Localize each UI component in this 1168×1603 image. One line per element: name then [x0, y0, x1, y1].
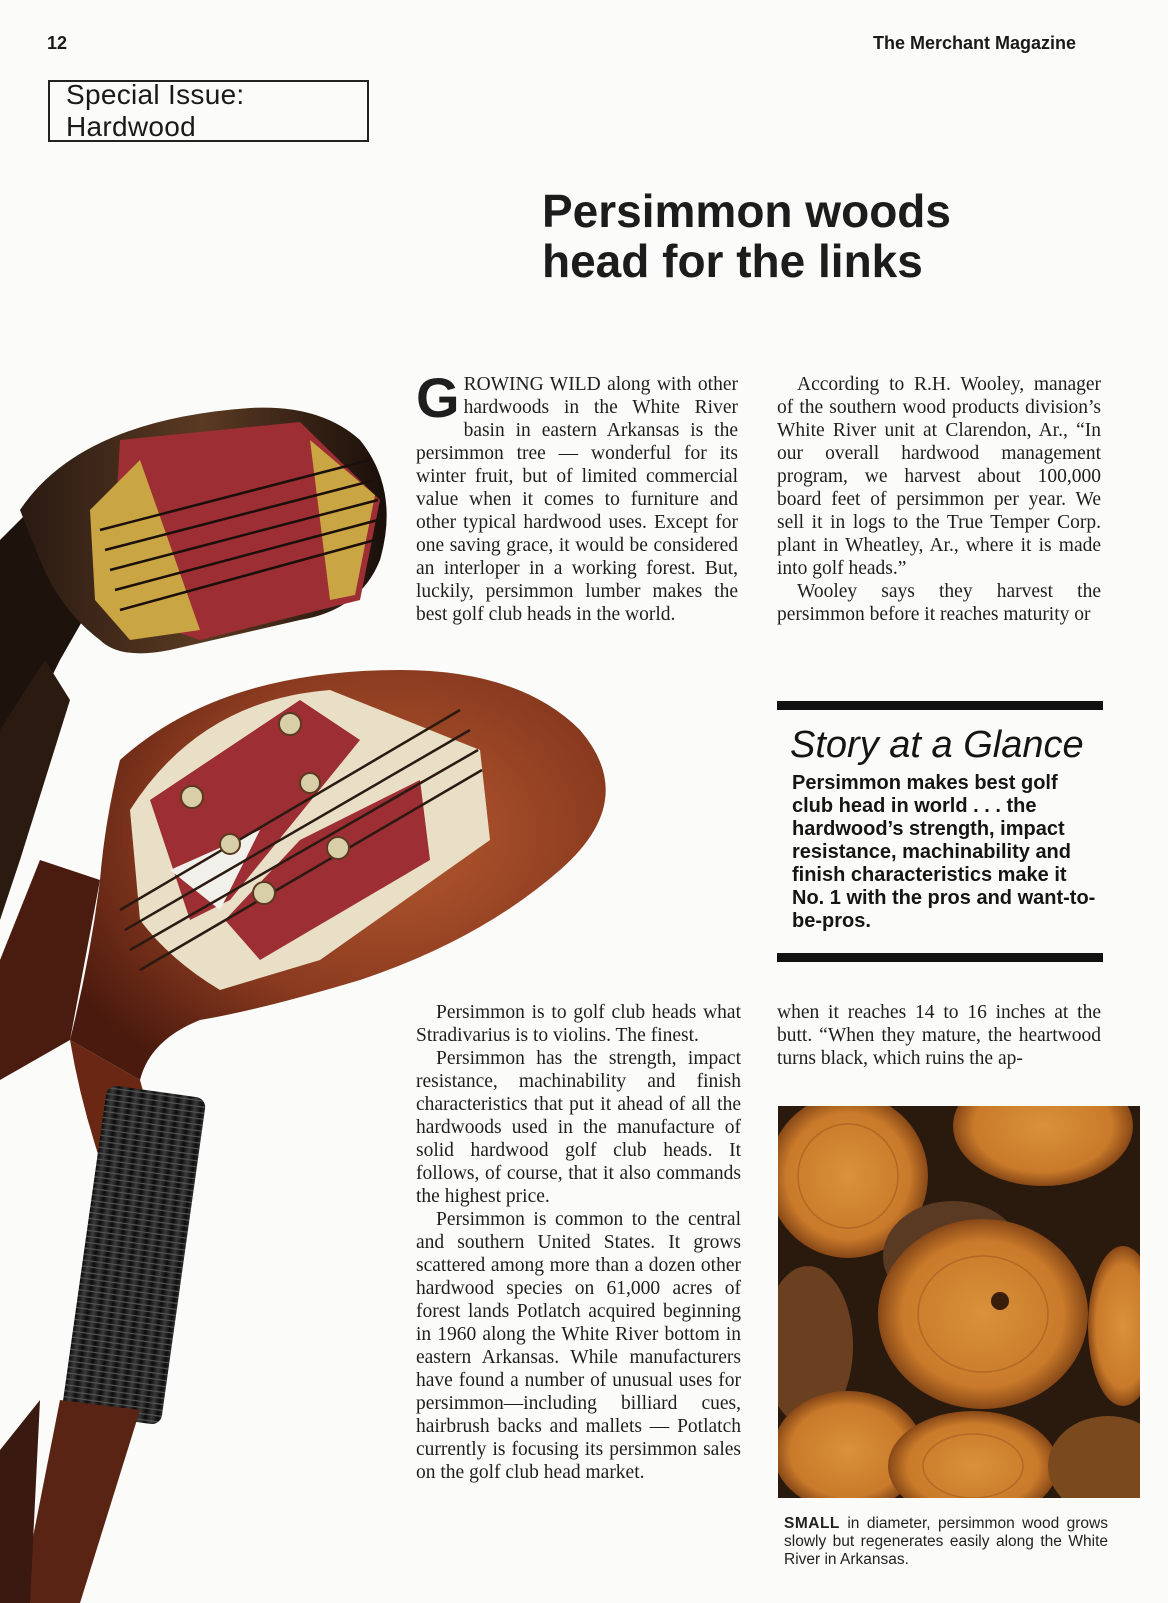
- paragraph: According to R.H. Wooley, manager of the southern wood products division’s White River unit at Clarendon, Ar., “In our overall hardwood management program, we harvest about 100,000 board feet of persimmon per year. We sell it in logs to the True Temper Corp. plant in Wheatley, Ar., where it is made into golf heads.”: [777, 374, 1101, 579]
- page-number: 12: [47, 33, 68, 53]
- paragraph: Wooley says they harvest the persimmon before it reaches maturity or: [777, 581, 1101, 625]
- paragraph-text: ROWING WILD along with other hardwoods in the White River basin in eastern Arkansas is the persimmon tree — wonderful for its winter fruit, but of limited commercial value when it comes to furniture and other typical hardwood uses. Except for one saving grace, it would be considered an interloper in a working forest. But, luckily, persimmon lumber makes the best golf club heads in the world.: [416, 374, 738, 625]
- headline-line-1: Persimmon woods: [542, 185, 951, 237]
- issue-label: Special Issue: Hardwood: [66, 79, 245, 142]
- article-column-1-top: [416, 366, 738, 626]
- paragraph: [416, 366, 738, 626]
- article-column-2-top: [777, 373, 1101, 626]
- magazine-name: The Merchant Magazine: [872, 33, 1076, 53]
- caption-lead: SMALL: [784, 1515, 840, 1532]
- headline-line-2: head for the links: [542, 235, 923, 287]
- sidebar-rule-bottom: [777, 953, 1103, 962]
- paragraph: Persimmon has the strength, impact resistance, machinability and finish characteristics that put it ahead of all the hardwoods used in the manufacture of solid hardwood golf club heads. It follows, of course, that it also commands the highest price.: [416, 1048, 741, 1207]
- issue-label-box: [48, 80, 369, 142]
- sidebar-text: Persimmon makes best golf club head in world . . . the hardwood’s strength, impact resistance, machinability and finish characteristics make it No. 1 with the pros and want-to-be-pros.: [792, 772, 1096, 932]
- caption-text: in diameter, persimmon wood grows slowly but regenerates easily along the White River in Arkansas.: [784, 1515, 1108, 1568]
- paragraph: Persimmon is common to the central and southern United States. It grows scattered among more than a dozen other hardwood species on 61,000 acres of forest lands Potlatch acquired beginning in 1960 along the White River bottom in eastern Arkansas. While manufacturers have found a number of unusual uses for persimmon—including billiard cues, hairbrush backs and mallets — Potlatch currently is focusing its persimmon sales on the golf club head market.: [416, 1209, 741, 1483]
- article-column-1-bottom: [416, 1001, 741, 1484]
- sidebar-title: Story at a Glance: [790, 724, 1084, 766]
- paragraph: when it reaches 14 to 16 inches at the butt. “When they mature, the heartwood turns black, which ruins the ap-: [777, 1002, 1101, 1069]
- photo-caption: [784, 1515, 1108, 1569]
- sidebar-rule-top: [777, 701, 1103, 710]
- article-column-2-bottom: [777, 1001, 1101, 1070]
- drop-cap: G: [416, 366, 460, 429]
- paragraph: Persimmon is to golf club heads what Stradivarius is to violins. The finest.: [416, 1002, 741, 1046]
- persimmon-logs-photo: [778, 1106, 1140, 1498]
- headline: [542, 186, 1082, 286]
